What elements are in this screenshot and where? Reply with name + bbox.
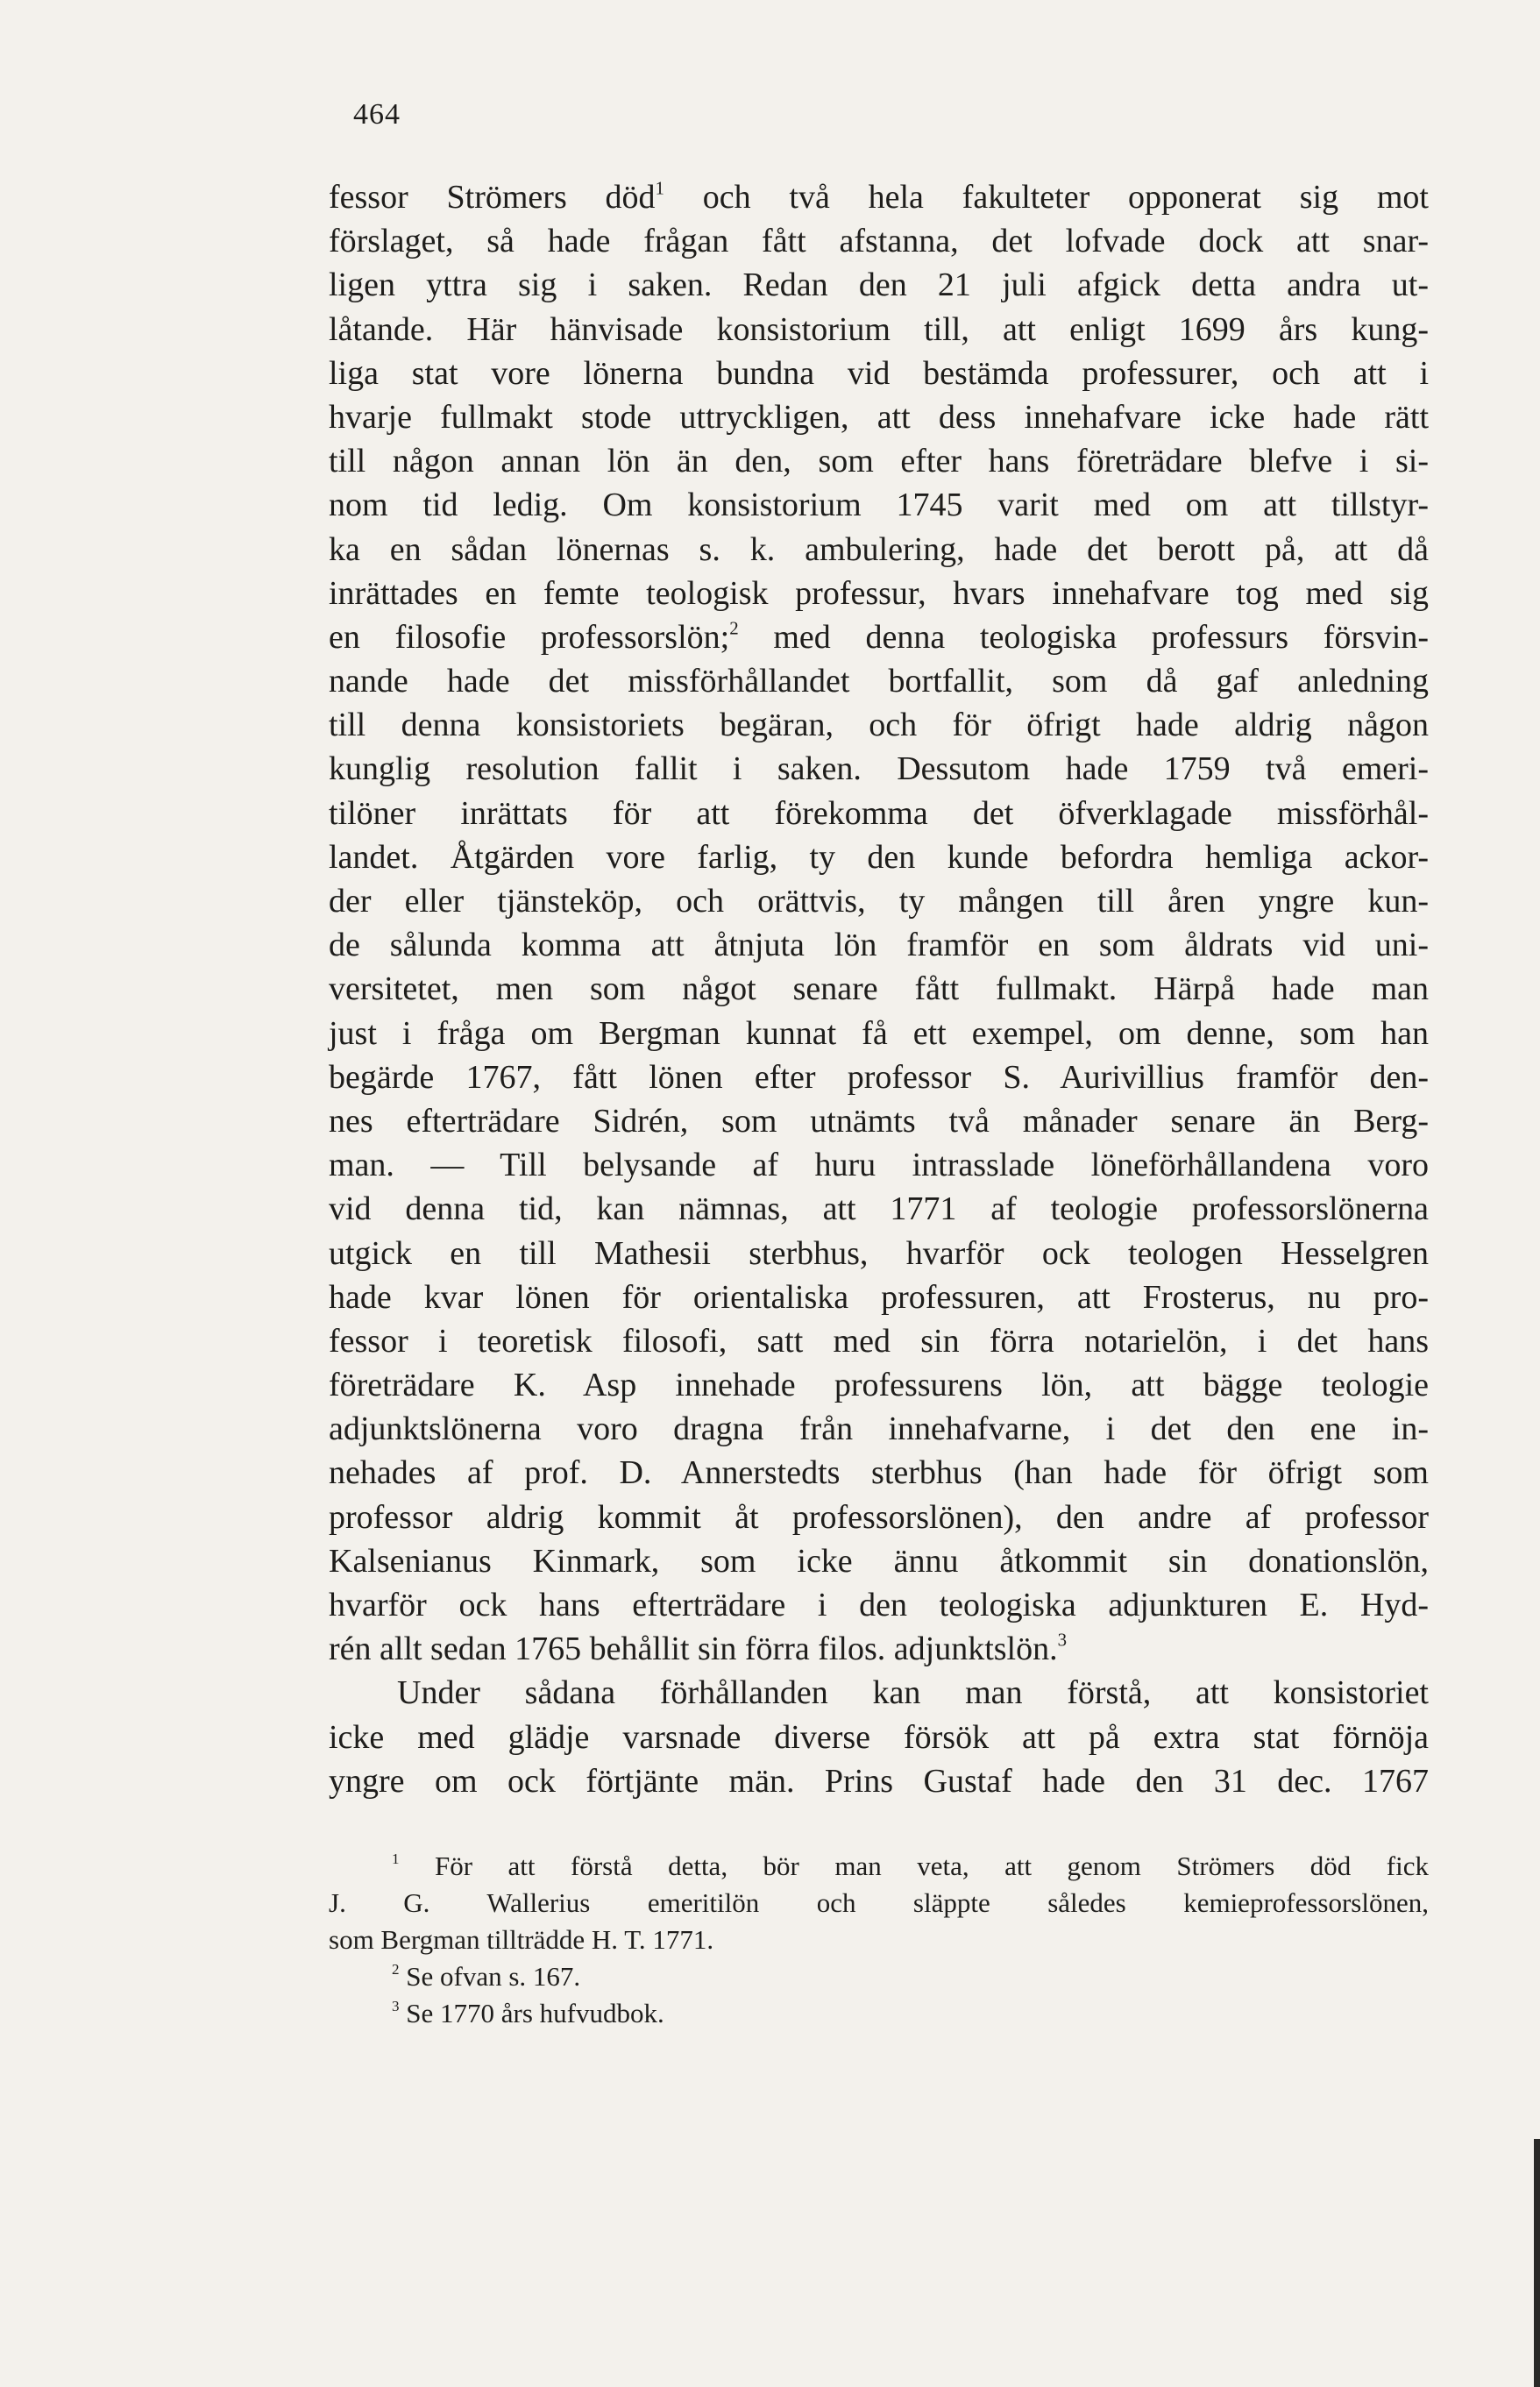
text-line: låtande. Här hänvisade konsistorium till, att enligt 1699 års kung- bbox=[329, 310, 1429, 348]
text-line: professor aldrig kommit åt professorslönen), den andre af professor bbox=[329, 1498, 1429, 1536]
text-line: rén allt sedan 1765 behållit sin förra filos. adjunktslön.$^3$ bbox=[329, 1629, 1068, 1668]
text-line: landet. Åtgärden vore farlig, ty den kunde befordra hemliga ackor- bbox=[329, 838, 1429, 876]
text-line: yngre om ock förtjänte män. Prins Gustaf hade den 31 dec. 1767 bbox=[329, 1762, 1429, 1800]
text-line: tilöner inrättats för att förekomma det öfverklagade missförhål- bbox=[329, 794, 1429, 832]
footnote-line: som Bergman tillträdde H. T. 1771. bbox=[329, 1924, 714, 1955]
text-line: ligen yttra sig i saken. Redan den 21 juli afgick detta andra ut- bbox=[329, 266, 1429, 304]
page-number: 464 bbox=[353, 98, 401, 131]
text-line: vid denna tid, kan nämnas, att 1771 af teologie professorslönerna bbox=[329, 1190, 1429, 1228]
text-line: kunglig resolution fallit i saken. Dessutom hade 1759 två emeri- bbox=[329, 750, 1429, 788]
text-line: der eller tjänsteköp, och orättvis, ty mången till åren yngre kun- bbox=[329, 883, 1429, 920]
text-line: företrädare K. Asp innehade professurens lön, att bägge teologie bbox=[329, 1367, 1429, 1404]
text-line: versitetet, men som något senare fått fullmakt. Härpå hade man bbox=[329, 970, 1429, 1008]
body-text bbox=[329, 175, 1429, 1803]
text-line: hvarje fullmakt stode uttryckligen, att dess innehafvare icke hade rätt bbox=[329, 398, 1429, 436]
text-line: till denna konsistoriets begäran, och för öfrigt hade aldrig någon bbox=[329, 707, 1429, 744]
footnote-ref: 3 bbox=[1057, 1629, 1068, 1651]
text-line: liga stat vore lönerna bundna vid bestämda professurer, och att i bbox=[329, 354, 1429, 392]
text-line: förslaget, så hade frågan fått afstanna, det lofvade dock att snar- bbox=[329, 223, 1429, 260]
text-line: nes efterträdare Sidrén, som utnämts två månader senare än Berg- bbox=[329, 1102, 1429, 1140]
footnote-marker: 1 bbox=[392, 1851, 400, 1868]
text-line: de sålunda komma att åtnjuta lön framför en som åldrats vid uni- bbox=[329, 927, 1429, 964]
text-line: hade kvar lönen för orientaliska professuren, att Frosterus, nu pro- bbox=[329, 1278, 1429, 1316]
footnote-line: $^2$ Se ofvan s. 167. bbox=[392, 1961, 581, 1992]
text-line: nom tid ledig. Om konsistorium 1745 varit med om att tillstyr- bbox=[329, 487, 1429, 524]
text-line: utgick en till Mathesii sterbhus, hvarför ock teologen Hesselgren bbox=[329, 1234, 1429, 1272]
text-line: fessor i teoretisk filosofi, satt med sin förra notarielön, i det hans bbox=[329, 1322, 1429, 1360]
footnote-line: J. G. Wallerius emeritilön och släppte således kemieprofessorslönen, bbox=[329, 1887, 1429, 1918]
footnotes bbox=[329, 1848, 1429, 2032]
footnote-ref: 1 bbox=[655, 177, 664, 199]
footnote-marker: 2 bbox=[392, 1961, 400, 1979]
text-line: man. — Till belysande af huru intrasslade löneförhållandena voro bbox=[329, 1147, 1429, 1184]
text-line: Kalsenianus Kinmark, som icke ännu åtkommit sin donationslön, bbox=[329, 1542, 1429, 1580]
text-line: hvarför ock hans efterträdare i den teologiska adjunkturen E. Hyd- bbox=[329, 1587, 1429, 1623]
text-line: en filosofie professorslön;$^2$ med denna teologiska professurs försvin- bbox=[329, 617, 1430, 656]
footnote-marker: 3 bbox=[392, 1998, 400, 2015]
text-line: icke med glädje varsnade diverse försök att på extra stat förnöja bbox=[329, 1718, 1429, 1756]
text-line: nehades af prof. D. Annerstedts sterbhus (han hade för öfrigt som bbox=[329, 1454, 1429, 1492]
text-line: Under sådana förhållanden kan man förstå, att konsistoriet bbox=[397, 1674, 1429, 1712]
text-line: begärde 1767, fått lönen efter professor S. Aurivillius framför den- bbox=[329, 1058, 1429, 1096]
text-line: just i fråga om Bergman kunnat få ett exempel, om denne, som han bbox=[329, 1014, 1429, 1052]
text-line: till någon annan lön än den, som efter hans företrädare blefve i si- bbox=[329, 443, 1429, 480]
text-line: ka en sådan lönernas s. k. ambulering, hade det berott på, att då bbox=[329, 530, 1429, 568]
text-line: fessor Strömers död$^1$ och två hela fakulteter opponerat sig mot bbox=[329, 177, 1429, 216]
footnote-ref: 2 bbox=[729, 617, 739, 639]
text-line: adjunktslönerna voro dragna från innehafvarne, i det den ene in- bbox=[329, 1410, 1429, 1448]
footnote-line: $^3$ Se 1770 års hufvudbok. bbox=[392, 1998, 664, 2028]
text-line: nande hade det missförhållandet bortfallit, som då gaf anledning bbox=[329, 663, 1429, 700]
footnote-line: $^1$ För att förstå detta, bör man veta, att genom Strömers död fick bbox=[392, 1851, 1429, 1881]
scan-edge-mark bbox=[1534, 2139, 1540, 2387]
text-line: inrättades en femte teologisk professur, hvars innehafvare tog med sig bbox=[329, 574, 1429, 612]
